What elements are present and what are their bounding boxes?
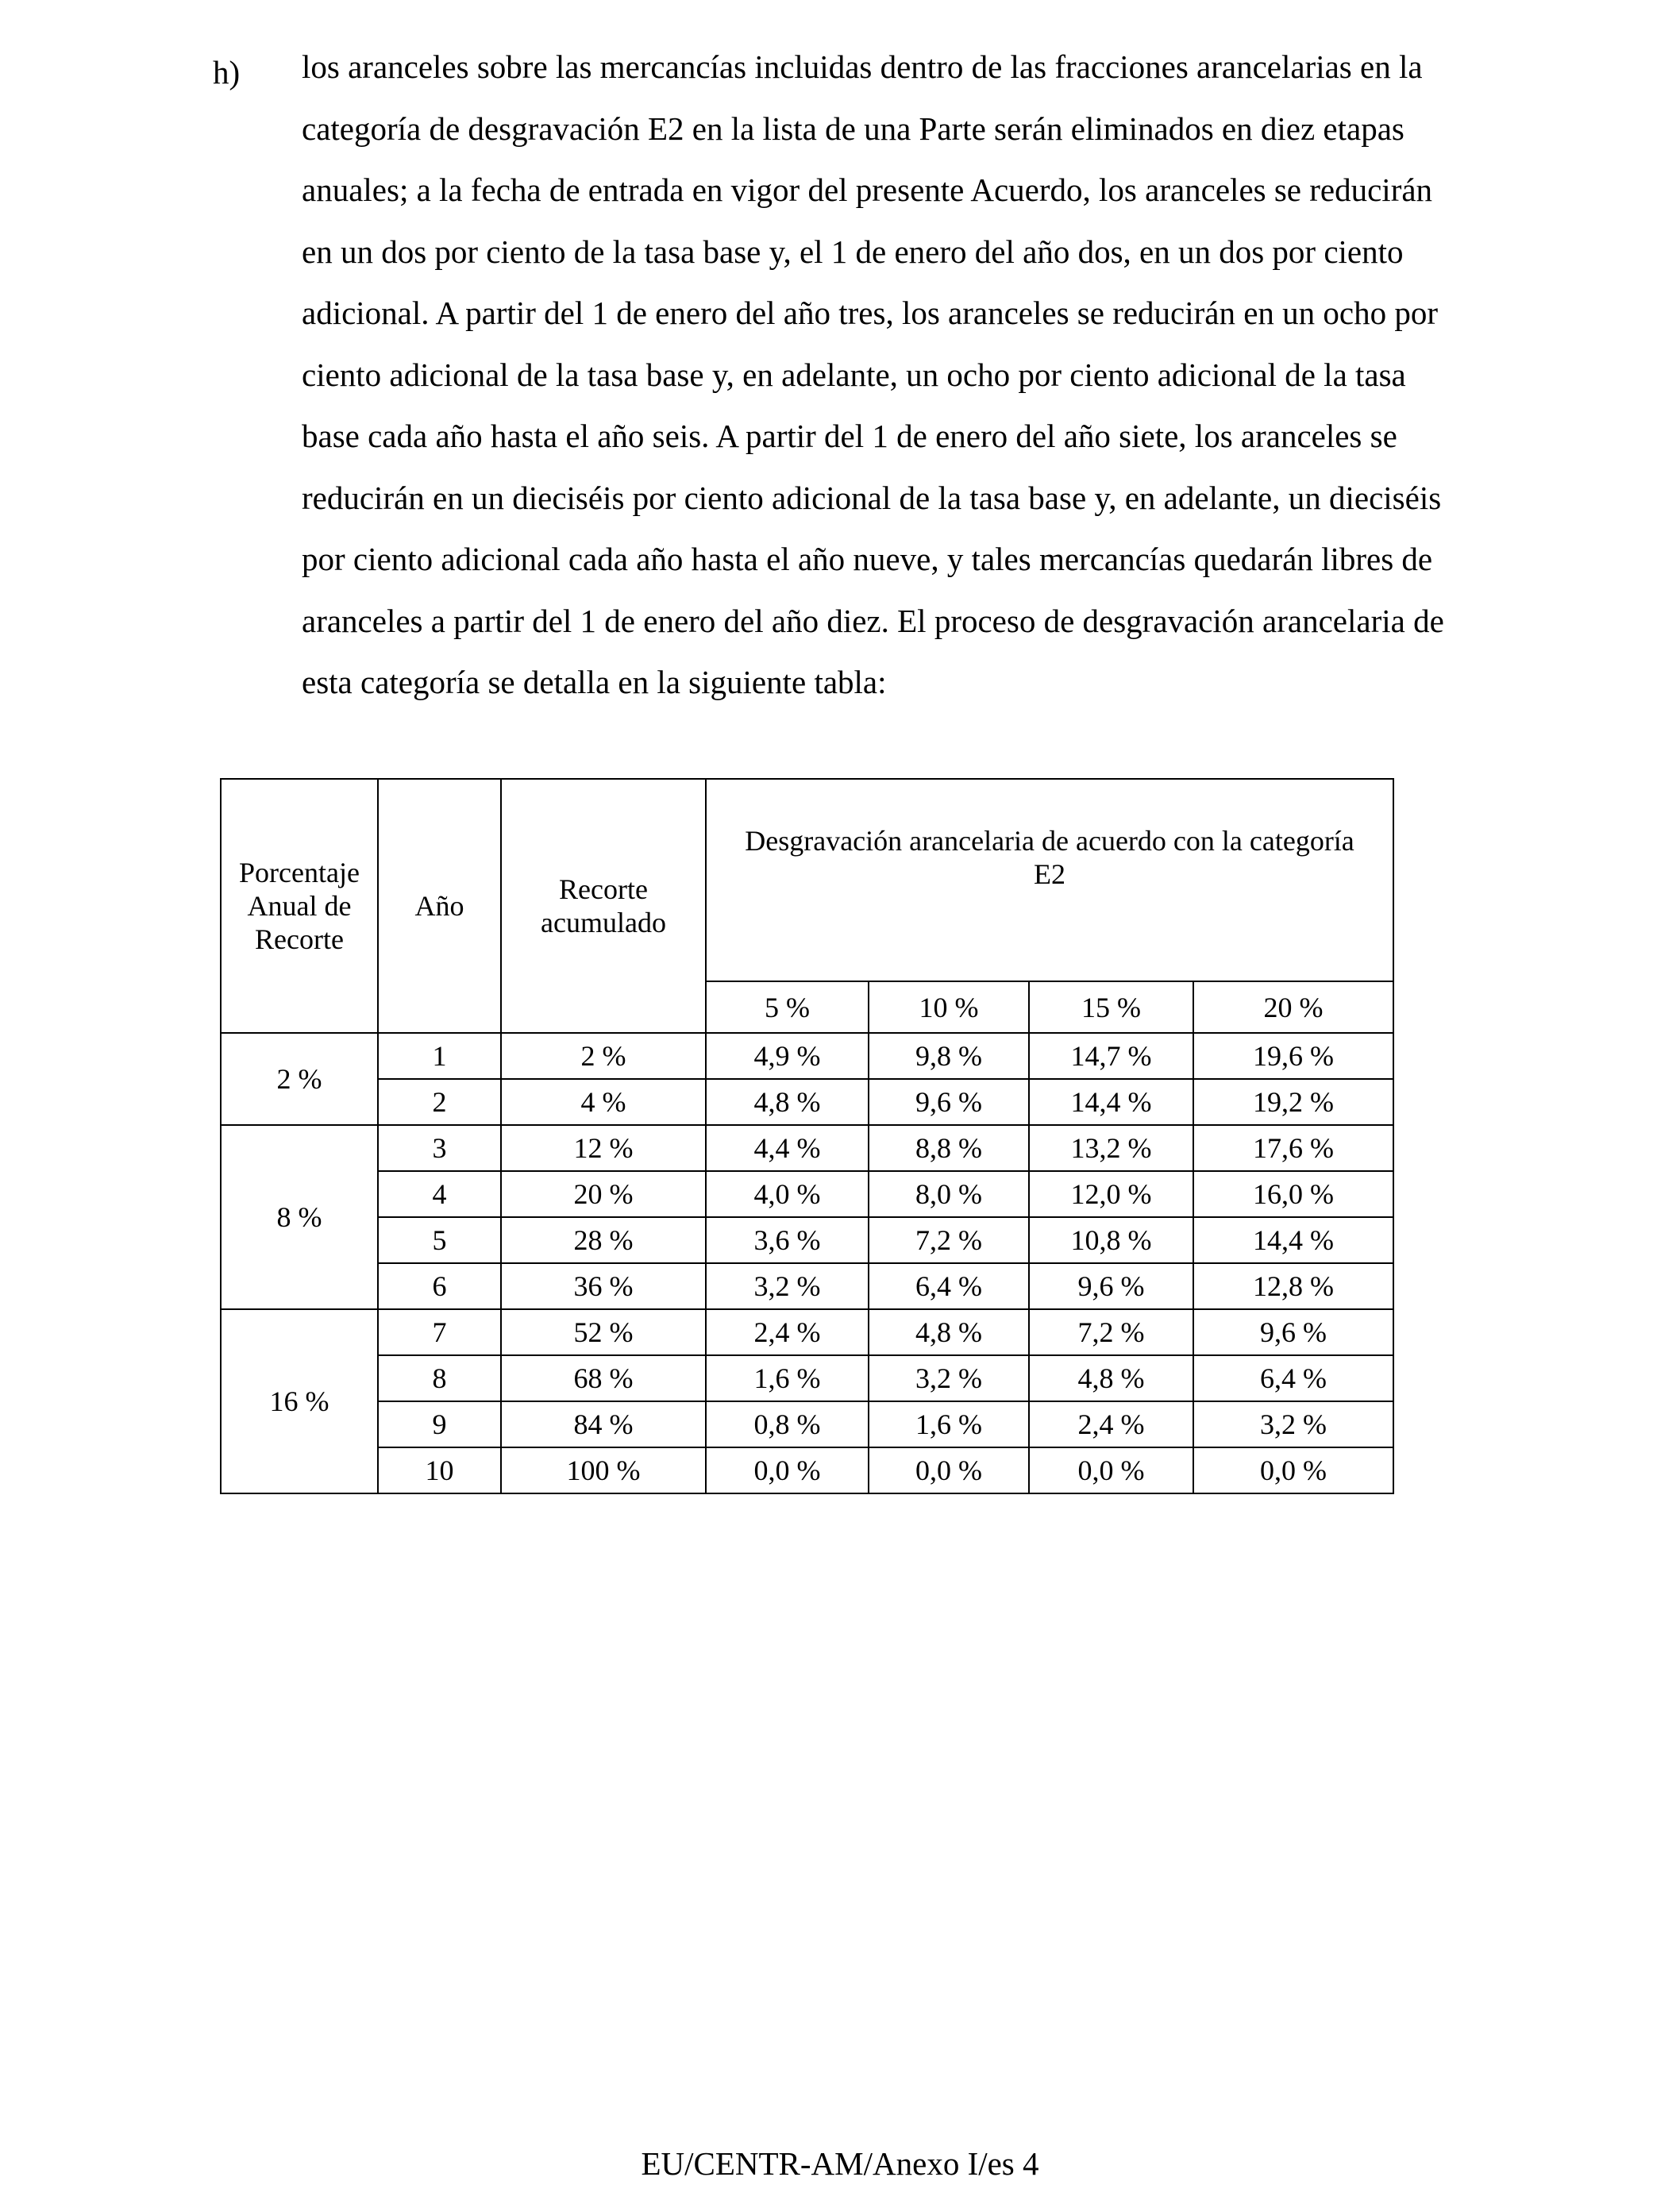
value-cell: 3,2 % [869,1355,1029,1401]
value-cell: 3,2 % [706,1263,869,1309]
paragraph-line: categoría de desgravación E2 en la lista de una Parte serán eliminados en diez etapas [302,110,1404,147]
header-annual-cut-line: Porcentaje [239,857,360,888]
value-cell: 0,0 % [869,1447,1029,1493]
cumulative-cell: 2 % [501,1033,706,1079]
year-cell: 5 [378,1217,501,1263]
value-cell: 2,4 % [1029,1401,1193,1447]
header-annual-cut [221,779,378,1033]
annual-cut-cell: 16 % [221,1309,378,1493]
year-cell: 1 [378,1033,501,1079]
table-row [221,1217,1393,1263]
cumulative-cell: 12 % [501,1125,706,1171]
table-row [221,1355,1393,1401]
page-footer-reference: EU/CENTR-AM/Anexo I/es 4 [641,2145,1039,2182]
value-cell: 4,8 % [706,1079,869,1125]
value-cell: 12,8 % [1193,1263,1393,1309]
table-row [221,1401,1393,1447]
value-cell: 9,6 % [869,1079,1029,1125]
cumulative-cell: 36 % [501,1263,706,1309]
value-cell: 8,8 % [869,1125,1029,1171]
table-row [221,1263,1393,1309]
value-cell: 4,9 % [706,1033,869,1079]
cumulative-cell: 28 % [501,1217,706,1263]
paragraph-line: por ciento adicional cada año hasta el año nueve, y tales mercancías quedarán libres de [302,541,1433,577]
value-cell: 17,6 % [1193,1125,1393,1171]
tariff-reduction-table [220,778,1394,1494]
table-row [221,1033,1393,1079]
year-cell: 8 [378,1355,501,1401]
table-row [221,1447,1393,1493]
table-row [221,1309,1393,1355]
value-cell: 7,2 % [869,1217,1029,1263]
clause-letter: h) [213,54,241,91]
header-category-title-line: Desgravación arancelaria de acuerdo con la categoría [745,825,1354,857]
cumulative-cell: 68 % [501,1355,706,1401]
header-category-title-line: E2 [1034,858,1066,890]
value-cell: 16,0 % [1193,1171,1393,1217]
paragraph-line: esta categoría se detalla en la siguiente tabla: [302,664,887,700]
year-cell: 6 [378,1263,501,1309]
value-cell: 0,8 % [706,1401,869,1447]
annual-cut-cell: 8 % [221,1125,378,1309]
value-cell: 9,6 % [1029,1263,1193,1309]
header-rate-20: 20 % [1193,981,1393,1033]
value-cell: 14,4 % [1029,1079,1193,1125]
header-rate-15: 15 % [1029,981,1193,1033]
header-year: Año [378,779,501,1033]
value-cell: 4,8 % [1029,1355,1193,1401]
header-annual-cut-line: Recorte [255,923,344,955]
paragraph-line: reducirán en un dieciséis por ciento adicional de la tasa base y, en adelante, un dieciséis [302,479,1442,516]
value-cell: 10,8 % [1029,1217,1193,1263]
value-cell: 9,8 % [869,1033,1029,1079]
year-cell: 4 [378,1171,501,1217]
cumulative-cell: 4 % [501,1079,706,1125]
value-cell: 0,0 % [706,1447,869,1493]
value-cell: 0,0 % [1029,1447,1193,1493]
value-cell: 4,0 % [706,1171,869,1217]
header-rate-10: 10 % [869,981,1029,1033]
header-cumulative-line: acumulado [541,907,666,938]
header-annual-cut-line: Anual de [247,890,352,922]
paragraph-line: adicional. A partir del 1 de enero del año tres, los aranceles se reducirán en un ocho por [302,295,1439,331]
value-cell: 1,6 % [706,1355,869,1401]
annual-cut-cell: 2 % [221,1033,378,1125]
value-cell: 14,7 % [1029,1033,1193,1079]
year-cell: 10 [378,1447,501,1493]
value-cell: 19,2 % [1193,1079,1393,1125]
value-cell: 2,4 % [706,1309,869,1355]
value-cell: 4,4 % [706,1125,869,1171]
value-cell: 12,0 % [1029,1171,1193,1217]
paragraph-line: anuales; a la fecha de entrada en vigor del presente Acuerdo, los aranceles se reducirán [302,171,1433,208]
cumulative-cell: 20 % [501,1171,706,1217]
paragraph-line: base cada año hasta el año seis. A partir del 1 de enero del año siete, los aranceles se [302,418,1397,454]
table-row [221,1125,1393,1171]
year-cell: 9 [378,1401,501,1447]
value-cell: 3,6 % [706,1217,869,1263]
value-cell: 19,6 % [1193,1033,1393,1079]
header-cumulative-line: Recorte [559,873,648,905]
year-cell: 3 [378,1125,501,1171]
paragraph-line: ciento adicional de la tasa base y, en adelante, un ocho por ciento adicional de la tasa [302,356,1406,393]
value-cell: 14,4 % [1193,1217,1393,1263]
value-cell: 13,2 % [1029,1125,1193,1171]
paragraph-line: en un dos por ciento de la tasa base y, el 1 de enero del año dos, en un dos por ciento [302,233,1404,270]
value-cell: 8,0 % [869,1171,1029,1217]
cumulative-cell: 100 % [501,1447,706,1493]
cumulative-cell: 52 % [501,1309,706,1355]
cumulative-cell: 84 % [501,1401,706,1447]
clause-paragraph [302,37,1564,714]
paragraph-line: aranceles a partir del 1 de enero del año diez. El proceso de desgravación arancelaria de [302,602,1444,639]
year-cell: 2 [378,1079,501,1125]
value-cell: 1,6 % [869,1401,1029,1447]
value-cell: 4,8 % [869,1309,1029,1355]
value-cell: 7,2 % [1029,1309,1193,1355]
value-cell: 6,4 % [869,1263,1029,1309]
table-row [221,1079,1393,1125]
year-cell: 7 [378,1309,501,1355]
value-cell: 3,2 % [1193,1401,1393,1447]
header-rate-5: 5 % [706,981,869,1033]
value-cell: 6,4 % [1193,1355,1393,1401]
header-cumulative-cut [501,779,706,1033]
value-cell: 9,6 % [1193,1309,1393,1355]
value-cell: 0,0 % [1193,1447,1393,1493]
header-category-title [706,779,1393,981]
paragraph-line: los aranceles sobre las mercancías incluidas dentro de las fracciones arancelarias en la [302,48,1423,85]
table-row [221,1171,1393,1217]
